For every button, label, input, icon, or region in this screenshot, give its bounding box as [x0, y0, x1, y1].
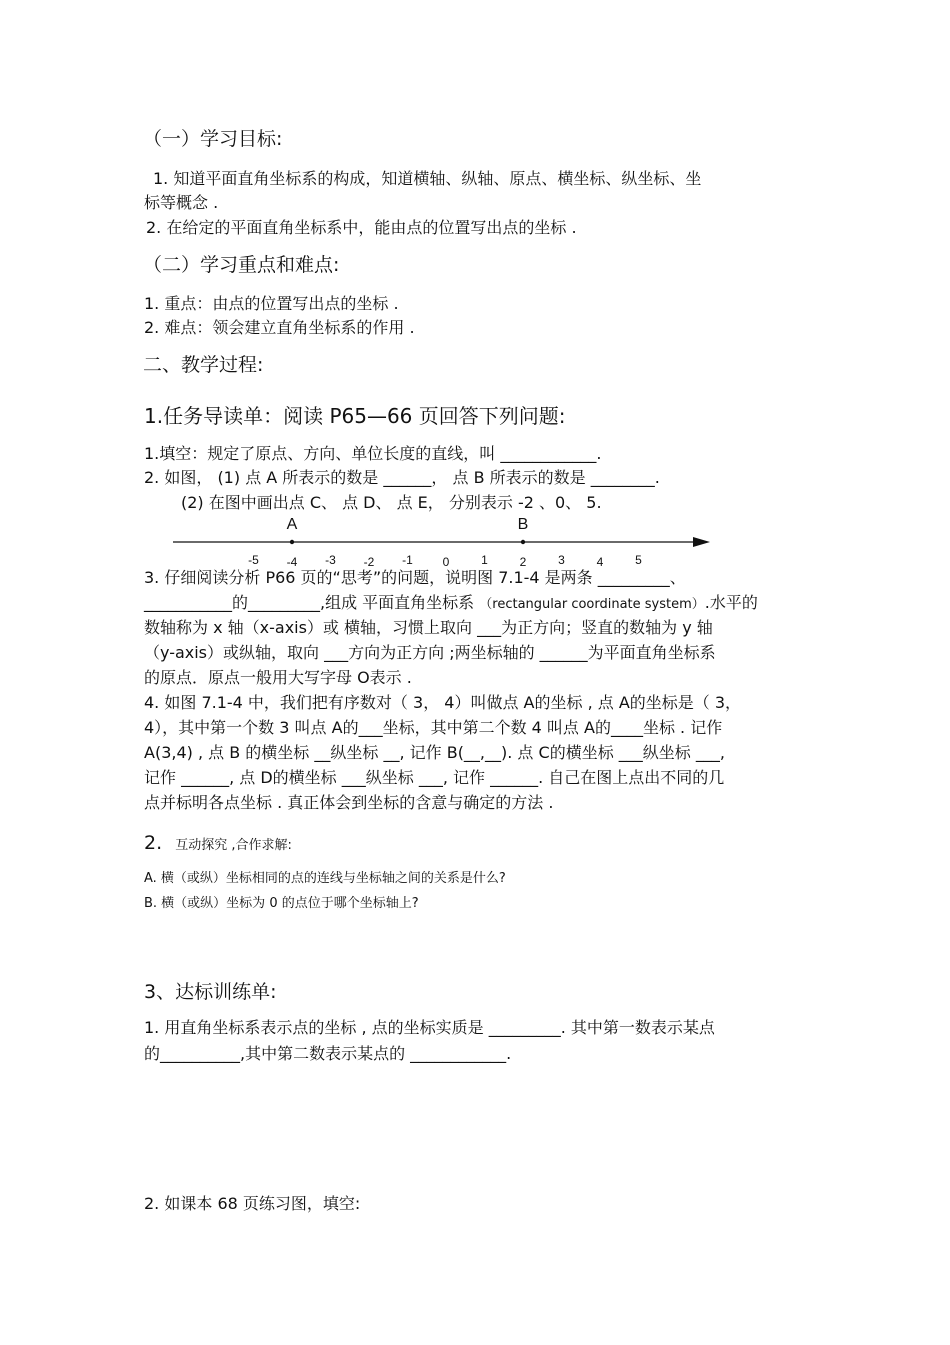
english-term: （rectangular coordinate system）: [479, 597, 705, 612]
question-1: 1.填空：规定了原点、方向、单位长度的直线，叫 ____________.: [144, 444, 602, 463]
task-reading-heading: 1.任务导读单：阅读 P65—66 页回答下列问题:: [144, 404, 566, 428]
question-4-line-4: 记作 ______, 点 D的横坐标 ___纵坐标 ___, 记作 ______. 自己在图上点出不同的几: [144, 768, 725, 787]
goal-item-2: 2. 在给定的平面直角坐标系中，能由点的位置写出点的坐标 .: [146, 218, 577, 237]
tick-label: 3: [558, 553, 565, 567]
tick-label: 2: [519, 555, 527, 569]
tick-label: -4: [286, 555, 298, 569]
tick-label: -3: [325, 553, 336, 567]
question-3-line-2: [144, 595, 758, 611]
goal-item-1-line-1: 1. 知道平面直角坐标系的构成，知道横轴、纵轴、原点、横坐标、纵坐标、坐: [153, 169, 702, 188]
tick-label: -5: [248, 553, 259, 567]
section-heading-process: 二、教学过程:: [143, 354, 264, 376]
section-heading-practice: 3、达标训练单:: [144, 981, 277, 1003]
practice-question-2: 2. 如课本 68 页练习图，填空:: [144, 1194, 361, 1213]
practice-question-1-line-2: 的__________,其中第二数表示某点的 ____________.: [144, 1044, 512, 1063]
question-2-line-1: 2. 如图， (1) 点 A 所表示的数是 ______， 点 B 所表示的数是 ________.: [144, 468, 660, 487]
practice-question-1-line-1: 1. 用直角坐标系表示点的坐标 , 点的坐标实质是 _________. 其中第一数表示某点: [144, 1018, 715, 1037]
tick-label: 4: [596, 555, 604, 569]
section-heading-key-points: （二）学习重点和难点:: [143, 254, 340, 276]
tick-label: -1: [402, 553, 413, 567]
difficulty-item: 2. 难点：领会建立直角坐标系的作用 .: [144, 318, 415, 337]
goal-item-1-line-2: 标等概念 .: [144, 193, 219, 212]
section-heading-goals: （一）学习目标:: [143, 128, 283, 150]
question-b: B. 横（或纵）坐标为 0 的点位于哪个坐标轴上?: [144, 896, 419, 911]
interactive-heading-text: 互动探究 ,合作求解:: [175, 838, 292, 853]
tick-label: -2: [363, 555, 375, 569]
tick-label: 5: [635, 553, 642, 567]
point-dot-a: [290, 540, 294, 544]
point-label-a: A: [286, 516, 298, 533]
arrow-right-icon: [693, 537, 710, 547]
question-4-line-3: A(3,4) , 点 B 的横坐标 __纵坐标 __, 记作 B(__,__). 点 C的横坐标 ___纵坐标 ___,: [144, 743, 725, 762]
question-a: A. 横（或纵）坐标相同的点的连线与坐标轴之间的关系是什么?: [144, 871, 506, 886]
question-4-line-1: 4. 如图 7.1-4 中，我们把有序数对（ 3， 4）叫做点 A的坐标 , 点 A的坐标是（ 3，: [144, 693, 742, 712]
number-line: [165, 512, 725, 574]
interactive-heading: [144, 834, 292, 853]
question-4-line-2: 4），其中第一个数 3 叫点 A的___坐标，其中第二个数 4 叫点 A的____坐标 . 记作: [144, 718, 723, 737]
question-3-line-5: 的原点．原点一般用大写字母 O表示 .: [144, 668, 412, 687]
question-2-line-2: (2) 在图中画出点 C、 点 D、 点 E， 分别表示 -2 、0、 5.: [181, 493, 602, 512]
point-dot-b: [521, 540, 525, 544]
key-point-item: 1. 重点：由点的位置写出点的坐标 .: [144, 294, 399, 313]
tick-label: 0: [442, 555, 450, 569]
question-3-line-2-start: ___________的_________,组成 平面直角坐标系: [144, 593, 480, 612]
question-3-line-2-end: .水平的: [704, 593, 758, 612]
question-3-line-4: （y-axis）或纵轴，取向 ___方向为正方向 ;两坐标轴的 ______为平面直角坐标系: [144, 643, 716, 662]
point-label-b: B: [517, 516, 529, 533]
interactive-heading-number: 2.: [144, 832, 163, 854]
question-4-line-5: 点并标明各点坐标 . 真正体会到坐标的含意与确定的方法 .: [144, 793, 554, 812]
tick-label: 1: [481, 553, 488, 567]
question-3-line-1: 3. 仔细阅读分析 P66 页的“思考”的问题，说明图 7.1-4 是两条 _________、: [144, 568, 686, 587]
question-3-line-3: 数轴称为 x 轴（x-axis）或 横轴，习惯上取向 ___为正方向；竖直的数轴为 y 轴: [144, 618, 713, 637]
